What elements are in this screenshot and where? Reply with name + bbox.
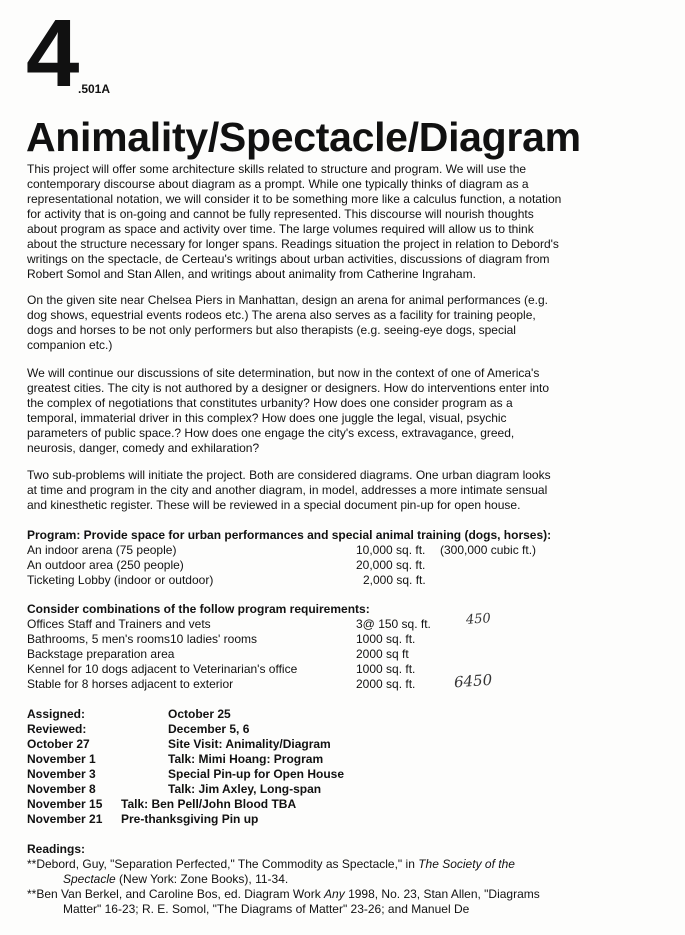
- reading-entry-continued: [63, 872, 288, 887]
- schedule-date: November 21: [27, 812, 103, 826]
- course-code: .501A: [78, 82, 111, 96]
- text-line: and kinesthetic register. These will be reviewed in a special document pin-up for open house.: [27, 498, 521, 512]
- schedule-date: November 15: [27, 797, 103, 811]
- reading-entry: [27, 857, 515, 872]
- reading-book-title: The Society of the: [418, 857, 515, 871]
- text-line: neurosis, danger, comedy and exhilaration?: [27, 441, 260, 455]
- text-line: Two sub-problems will initiate the project. Both are considered diagrams. One urban diagram looks: [27, 468, 551, 482]
- text-line: companion etc.): [27, 338, 113, 352]
- handwritten-total: 6450: [453, 670, 493, 692]
- schedule-event: Special Pin-up for Open House: [168, 767, 345, 781]
- project-number: 4: [26, 0, 78, 107]
- program-space-area: 20,000 sq. ft.: [356, 558, 426, 572]
- schedule-event: December 5, 6: [168, 722, 250, 736]
- text-line: On the given site near Chelsea Piers in Manhattan, design an arena for animal performances (e.g.: [27, 293, 548, 307]
- site-paragraph: [27, 293, 627, 353]
- requirement-area: 2000 sq. ft.: [356, 677, 416, 691]
- schedule-date: October 27: [27, 737, 90, 751]
- schedule-row: [27, 797, 587, 812]
- program-row: [27, 558, 647, 573]
- schedule-date: Reviewed:: [27, 722, 87, 736]
- subproblems-paragraph: [27, 468, 627, 513]
- requirement-area: 1000 sq. ft.: [356, 662, 416, 676]
- requirement-area: 2000 sq ft: [356, 647, 409, 661]
- schedule-row: [27, 737, 587, 752]
- requirement-area: 3@ 150 sq. ft.: [356, 617, 431, 631]
- schedule-date: Assigned:: [27, 707, 86, 721]
- schedule-date: November 3: [27, 767, 96, 781]
- reading-text: 1998, No. 23, Stan Allen, "Diagrams: [344, 887, 540, 901]
- text-line: dogs and horses to be not only performers but also therapists (e.g. seeing-eye dogs, special: [27, 323, 516, 337]
- requirement-name: Offices Staff and Trainers and vets: [27, 617, 211, 631]
- text-line: contemporary discourse about diagram as a prompt. While one typically thinks of diagram as a: [27, 177, 529, 191]
- reading-entry-continued: [63, 902, 469, 917]
- text-line: Robert Somol and Stan Allen, and writings about animality from Catherine Ingraham.: [27, 267, 476, 281]
- program-space-area: 2,000 sq. ft.: [363, 573, 426, 587]
- text-line: the complex of negotiations that constitutes urbanity? How does one consider program as a: [27, 396, 513, 410]
- program-space-area: 10,000 sq. ft.: [356, 543, 426, 557]
- text-line: about the structure necessary for longer spans. Readings situation the project in relation to Debord's: [27, 237, 559, 251]
- requirement-name: Kennel for 10 dogs adjacent to Veterinarian's office: [27, 662, 298, 676]
- text-line: greatest cities. The city is not authored by a designer or designers. How do interventions enter into: [27, 381, 550, 395]
- text-line: at time and program in the city and another diagram, in model, addresses a more intimate sensual: [27, 483, 548, 497]
- schedule-date: November 1: [27, 752, 96, 766]
- requirement-row: [27, 662, 647, 677]
- text-line: writings on the spectacle, de Certeau's writings about urban activities, discussions of diagram from: [27, 252, 550, 266]
- text-line: representational notation, we will consider it to be something more like a calculus function, a notation: [27, 192, 562, 206]
- schedule-row: [27, 752, 587, 767]
- requirement-name: Bathrooms, 5 men's rooms10 ladies' rooms: [27, 632, 258, 646]
- requirement-name: Stable for 8 horses adjacent to exterior: [27, 677, 234, 691]
- text-line: for activity that is on-going and cannot be fully represented. This discourse will nourish thoughts: [27, 207, 534, 221]
- program-heading: Program: Provide space for urban performances and special animal training (dogs, horses):: [27, 528, 552, 542]
- schedule-event: Site Visit: Animality/Diagram: [168, 737, 331, 751]
- schedule-row: [27, 707, 587, 722]
- requirement-area: 1000 sq. ft.: [356, 632, 416, 646]
- requirement-row: [27, 647, 647, 662]
- reading-journal-title: Any: [324, 887, 345, 901]
- reading-text: Matter" 16-23; R. E. Somol, "The Diagrams of Matter" 23-26; and Manuel De: [63, 902, 470, 916]
- text-line: We will continue our discussions of site determination, but now in the context of one of America's: [27, 366, 540, 380]
- intro-paragraph: [27, 162, 627, 282]
- reading-book-title: Spectacle: [63, 872, 116, 886]
- context-paragraph: [27, 366, 627, 456]
- program-space-name: An outdoor area (250 people): [27, 558, 184, 572]
- requirement-row: [27, 617, 647, 632]
- program-space-name: Ticketing Lobby (indoor or outdoor): [27, 573, 214, 587]
- program-space-volume: (300,000 cubic ft.): [440, 543, 537, 557]
- text-line: parameters of public space.? How does one engage the city's excess, extravagance, greed,: [27, 426, 515, 440]
- text-line: temporal, immaterial driver in this complex? How does one juggle the legal, visual, psychic: [27, 411, 507, 425]
- program-row: [27, 573, 647, 588]
- requirement-row: [27, 677, 647, 692]
- text-line: dog shows, equestrial events rodeos etc.) The arena also serves as a facility for training people,: [27, 308, 536, 322]
- text-line: about program as space and activity over time. The large volumes required will allow us to think: [27, 222, 534, 236]
- schedule-event: October 25: [168, 707, 231, 721]
- requirement-row: [27, 632, 647, 647]
- schedule-date: November 8: [27, 782, 96, 796]
- reading-text: **Ben Van Berkel, and Caroline Bos, ed. Diagram Work: [27, 887, 325, 901]
- readings-heading: Readings:: [27, 842, 86, 856]
- page-title: Animality/Spectacle/Diagram: [26, 114, 581, 160]
- schedule-row: [27, 767, 587, 782]
- text-line: This project will offer some architecture skills related to structure and program. We will use the: [27, 162, 527, 176]
- schedule-row: [27, 722, 587, 737]
- requirements-heading: Consider combinations of the follow program requirements:: [27, 602, 370, 616]
- reading-text: (New York: Zone Books), 11-34.: [115, 872, 289, 886]
- program-space-name: An indoor arena (75 people): [27, 543, 177, 557]
- schedule-row: [27, 782, 587, 797]
- schedule-event: Pre-thanksgiving Pin up: [121, 812, 259, 826]
- handwritten-note: 450: [465, 611, 492, 628]
- schedule-event: Talk: Jim Axley, Long-span: [168, 782, 322, 796]
- reading-text: **Debord, Guy, "Separation Perfected," The Commodity as Spectacle," in: [27, 857, 419, 871]
- program-row: [27, 543, 647, 558]
- requirement-name: Backstage preparation area: [27, 647, 175, 661]
- schedule-event: Talk: Ben Pell/John Blood TBA: [121, 797, 297, 811]
- schedule-row: [27, 812, 587, 827]
- reading-entry: [27, 887, 540, 902]
- schedule-event: Talk: Mimi Hoang: Program: [168, 752, 324, 766]
